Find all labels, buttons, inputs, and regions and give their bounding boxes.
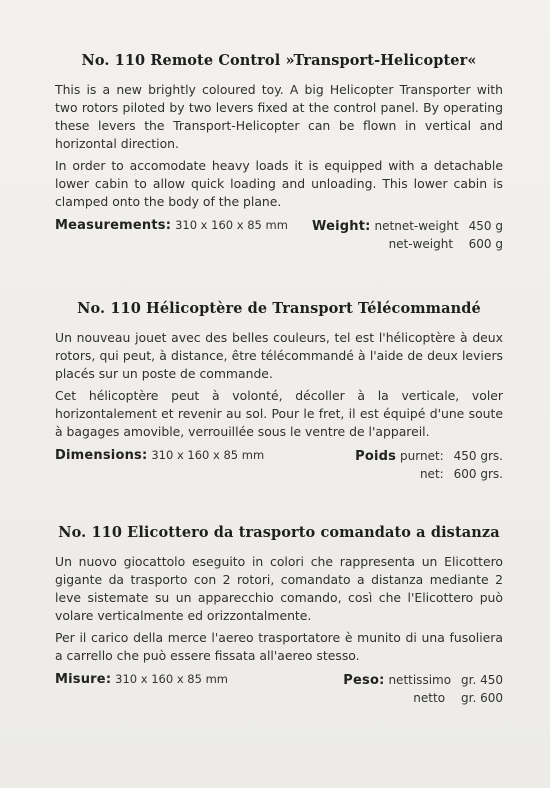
weight-value: 450 grs. — [453, 449, 503, 463]
weight-block — [312, 217, 503, 253]
weight-key: net-weight — [388, 237, 454, 251]
section-italian — [55, 524, 503, 707]
description-paragraph: Un nouveau jouet avec des belles couleurs, tel est l'hélicoptère à deux rotors, qui peut, à distance, être télécommandé à l'aide de deux leviers placés sur un poste de commande. — [55, 330, 503, 381]
description-paragraph: In order to accomodate heavy loads it is equipped with a detachable lower cabin to allow quick loading and unloading. This lower cabin is clamped onto the body of the plane. — [55, 158, 503, 209]
weight-row — [355, 465, 503, 483]
measurements-value: 310 x 160 x 85 mm — [151, 448, 265, 462]
specifications — [55, 447, 503, 483]
measurements-label: Misure: — [55, 672, 112, 687]
weight-key: purnet: — [400, 449, 444, 463]
weight-row — [312, 217, 503, 235]
weight-key: netnet-weight — [374, 219, 459, 233]
weight-row — [343, 689, 503, 707]
section-title: No. 110 Remote Control »Transport-Helicopter« — [81, 52, 477, 69]
weight-value: gr. 600 — [461, 691, 503, 705]
section-english — [55, 52, 503, 253]
weight-key: netto — [413, 691, 446, 705]
weight-row — [355, 447, 503, 465]
weight-row — [343, 671, 503, 689]
weight-key: net: — [419, 467, 444, 481]
weight-row — [312, 235, 503, 253]
measurements — [55, 217, 288, 233]
specifications — [55, 671, 503, 707]
weight-block — [343, 671, 503, 707]
weight-label: Weight: — [312, 219, 371, 234]
section-title: No. 110 Elicottero da trasporto comandato a distanza — [58, 524, 500, 541]
measurements-label: Measurements: — [55, 218, 172, 233]
specifications — [55, 217, 503, 253]
weight-value: 600 grs. — [453, 467, 503, 481]
description-paragraph: Per il carico della merce l'aereo trasportatore è munito di una fusoliera a carrello che può essere fissata all'aereo stesso. — [55, 630, 503, 663]
measurements — [55, 671, 228, 687]
section-french — [55, 300, 503, 483]
description-paragraph: This is a new brightly coloured toy. A big Helicopter Transporter with two rotors piloted by two levers fixed at the control panel. By operating these levers the Transport-Helicopter can be flown in vertical and horizontal direction. — [55, 82, 503, 151]
weight-label: Poids — [355, 449, 397, 464]
weight-value: gr. 450 — [461, 673, 503, 687]
measurements-value: 310 x 160 x 85 mm — [175, 218, 288, 232]
weight-key: nettissimo — [388, 673, 452, 687]
measurements — [55, 447, 264, 463]
weight-label: Peso: — [343, 673, 385, 688]
weight-value: 450 g — [468, 219, 503, 233]
weight-value: 600 g — [468, 237, 503, 251]
measurements-value: 310 x 160 x 85 mm — [115, 672, 228, 686]
weight-block — [355, 447, 503, 483]
description-paragraph: Un nuovo giocattolo eseguito in colori che rappresenta un Elicottero gigante da trasporto con 2 rotori, comandato a distanza mediante 2 leve sistemate su un apparecchio comando, così che l'Elicottero può volare verticalmente ed orizzontalmente. — [55, 554, 503, 623]
section-title: No. 110 Hélicoptère de Transport Télécommandé — [77, 300, 481, 317]
measurements-label: Dimensions: — [55, 448, 148, 463]
description-paragraph: Cet hélicoptère peut à volonté, décoller à la verticale, voler horizontalement et revenir au sol. Pour le fret, il est équipé d'une soute à bagages amovible, verrouillée sous le ventre de l'appareil. — [55, 388, 503, 439]
